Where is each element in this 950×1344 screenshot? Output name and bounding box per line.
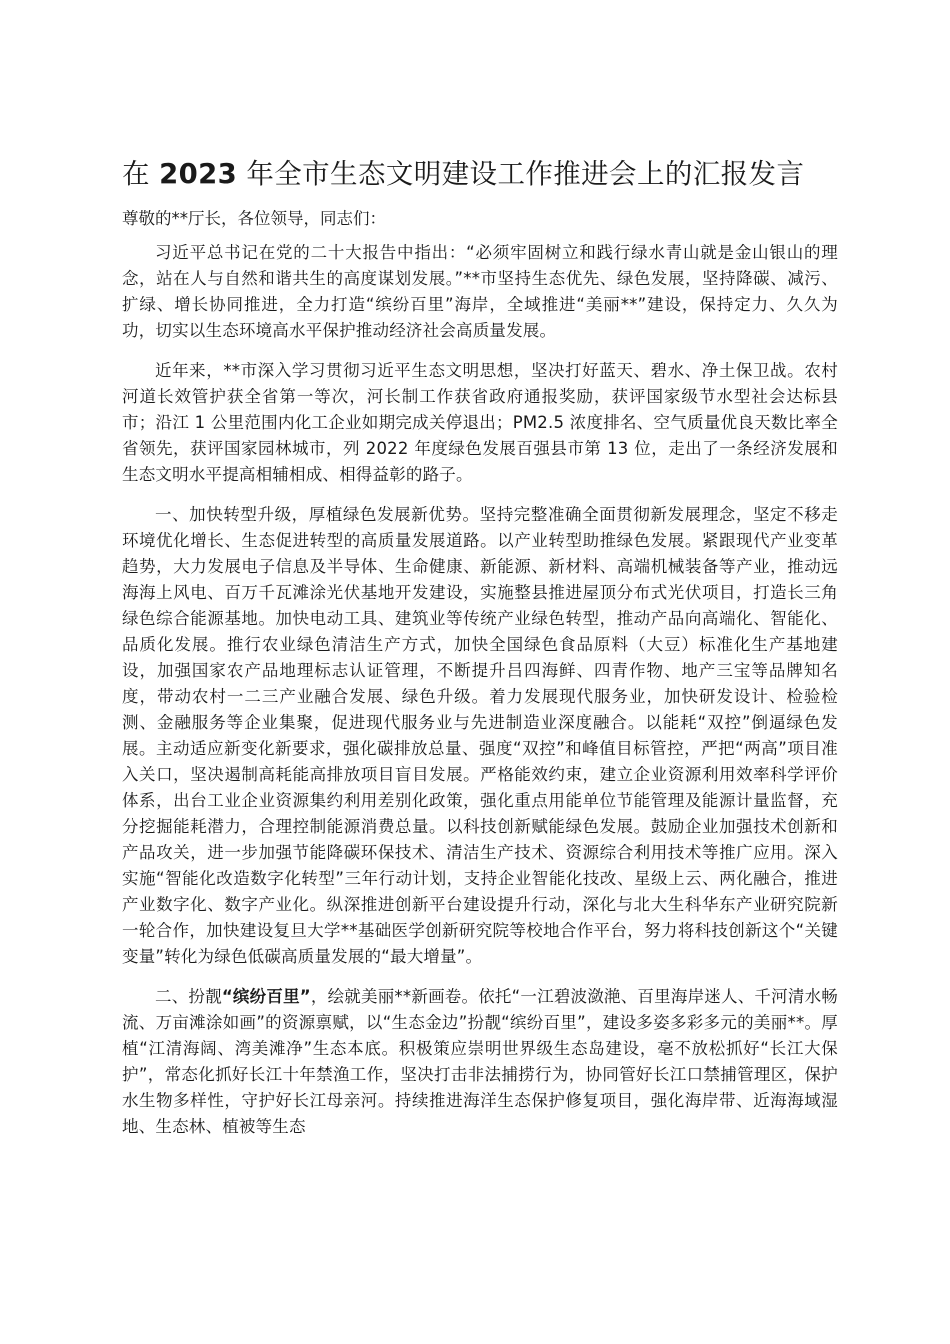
title-suffix: 年全市生态文明建设工作推进会上的汇报发言 xyxy=(246,158,805,190)
document-page xyxy=(122,150,838,1140)
paragraph-section-1: 一、加快转型升级，厚植绿色发展新优势。坚持完整准确全面贯彻新发展理念，坚定不移走环境优化增长、生态促进转型的高质量发展道路。以产业转型助推绿色发展。紧跟现代产业变革趋势，大力发展电子信息及半导体、生命健康、新能源、新材料、高端机械装备等产业，推动远海海上风电、百万千瓦滩涂光伏基地开发建设，实施整县推进屋顶分布式光伏项目，打造长三角绿色综合能源基地。加快电动工具、建筑业等传统产业绿色转型，推动产品向高端化、智能化、品质化发展。推行农业绿色清洁生产方式，加快全国绿色食品原料（大豆）标准化生产基地建设，加强国家农产品地理标志认证管理，不断提升吕四海鲜、四青作物、地产三宝等品牌知名度，带动农村一二三产业融合发展、绿色升级。着力发展现代服务业，加快研发设计、检验检测、金融服务等企业集聚，促进现代服务业与先进制造业深度融合。以能耗“双控”倒逼绿色发展。主动适应新变化新要求，强化碳排放总量、强度“双控”和峰值目标管控，严把“两高”项目准入关口，坚决遏制高耗能高排放项目盲目发展。严格能效约束，建立企业资源利用效率科学评价体系，出台工业企业资源集约利用差别化政策，强化重点用能单位节能管理及能源计量监督，充分挖掘能耗潜力，合理控制能源消费总量。以科技创新赋能绿色发展。鼓励企业加强技术创新和产品攻关，进一步加强节能降碳环保技术、清洁生产技术、资源综合利用技术等推广应用。深入实施“智能化改造数字化转型”三年行动计划，支持企业智能化技改、星级上云、两化融合，推进产业数字化、数字产业化。纵深推进创新平台建设提升行动，深化与北大生科华东产业研究院新一轮合作，加快建设复旦大学**基础医学创新研究院等校地合作平台，努力将科技创新这个“关键变量”转化为绿色低碳高质量发展的“最大增量”。 xyxy=(122,505,838,966)
section-2-lead-bold: “缤纷百里” xyxy=(221,987,311,1006)
salutation: 尊敬的**厅长，各位领导，同志们： xyxy=(122,209,386,228)
title-year: 2023 xyxy=(159,158,238,190)
section-2-lead xyxy=(155,987,311,1006)
document-title xyxy=(122,150,838,198)
section-2-lead-plain: 二、扮靓 xyxy=(155,987,222,1006)
title-prefix: 在 xyxy=(122,158,150,190)
section-2-body: ，绘就美丽**新画卷。依托“一江碧波潋滟、百里海岸迷人、千河清水畅流、万亩滩涂如画”的资源禀赋，以“生态金边”扮靓“缤纷百里”，建设多姿多彩多元的美丽**。厚植“江清海阔、湾美滩净”生态本底。积极策应崇明世界级生态岛建设，毫不放松抓好“长江大保护”，常态化抓好长江十年禁渔工作，坚决打击非法捕捞行为，协同管好长江口禁捕管理区，保护水生物多样性，守护好长江母亲河。持续推进海洋生态保护修复项目，强化海岸带、近海海域湿地、生态林、植被等生态 xyxy=(122,987,838,1136)
paragraph-intro: 习近平总书记在党的二十大报告中指出：“必须牢固树立和践行绿水青山就是金山银山的理念，站在人与自然和谐共生的高度谋划发展。”**市坚持生态优先、绿色发展，坚持降碳、减污、扩绿、增长协同推进，全力打造“缤纷百里”海岸，全域推进“美丽**”建设，保持定力、久久为功，切实以生态环境高水平保护推动经济社会高质量发展。 xyxy=(122,243,838,340)
paragraph-section-2 xyxy=(122,984,838,1140)
paragraph-achievements: 近年来，**市深入学习贯彻习近平生态文明思想，坚决打好蓝天、碧水、净土保卫战。农村河道长效管护获全省第一等次，河长制工作获省政府通报奖励，获评国家级节水型社会达标县市；沿江 1 公里范围内化工企业如期完成关停退出；PM2.5 浓度排名、空气质量优良天数比率全省领先，获评国家园林城市，列 2022 年度绿色发展百强县市第 13 位，走出了一条经济发展和生态文明水平提高相辅相成、相得益彰的路子。 xyxy=(122,361,838,484)
